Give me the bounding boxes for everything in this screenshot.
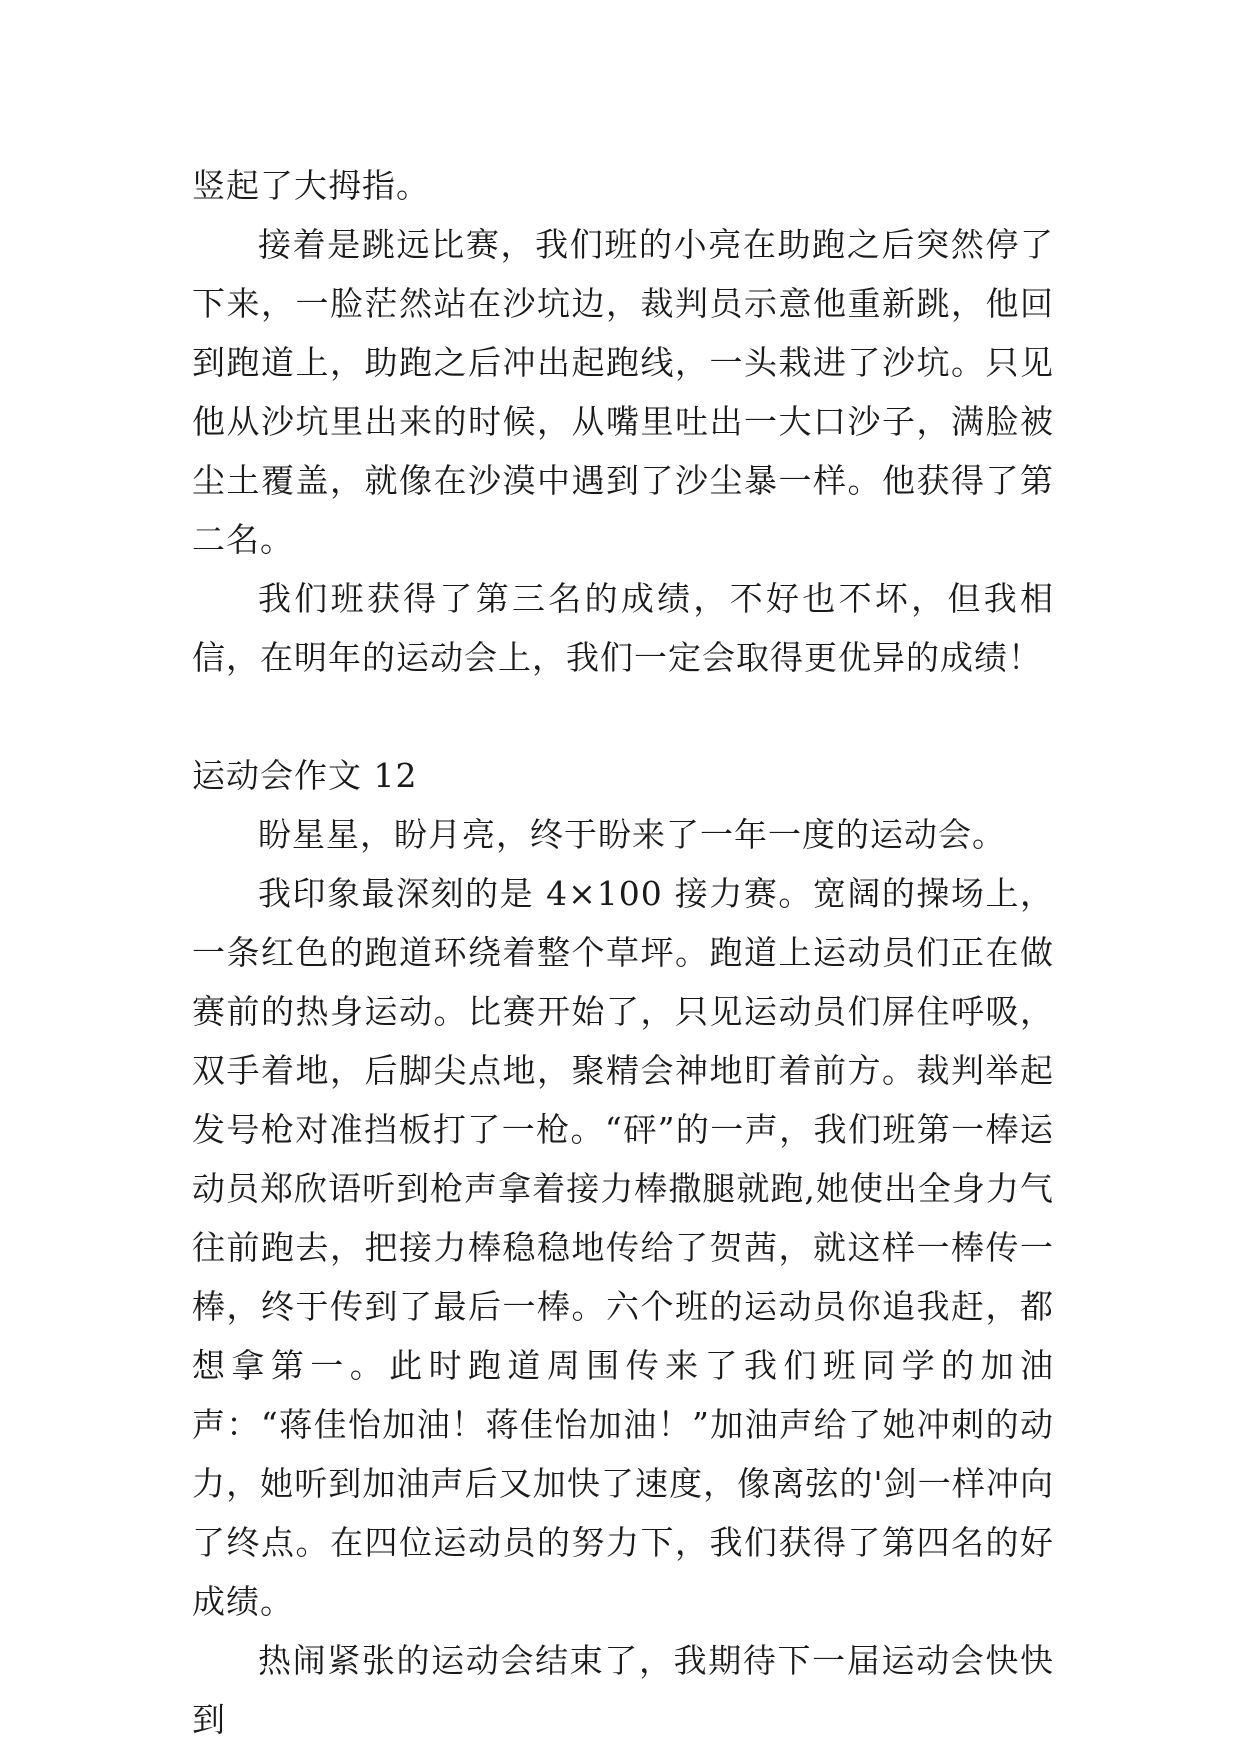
paragraph-intro-tail: 竖起了大拇指。 — [192, 166, 430, 205]
section-gap — [192, 687, 1054, 746]
essay-paragraph-3: 热闹紧张的运动会结束了，我期待下一届运动会快快到 — [192, 1641, 1054, 1739]
essay-paragraph-2: 我印象最深刻的是 4×100 接力赛。宽阔的操场上，一条红色的跑道环绕着整个草坪。跑道上运动员们正在做赛前的热身运动。比赛开始了，只见运动员们屏住呼吸，双手着地，后脚尖点地，聚精会神地盯着前方。裁判举起发号枪对准挡板打了一枪。“砰”的一声，我们班第一棒运动员郑欣语听到枪声拿着接力棒撒腿就跑,她使出全身力气往前跑去，把接力棒稳稳地传给了贺茜，就这样一棒传一棒，终于传到了最后一棒。六个班的运动员你追我赶，都想拿第一。此时跑道周围传来了我们班同学的加油声：“蒋佳怡加油！蒋佳怡加油！”加油声给了她冲刺的动力，她听到加油声后又加快了速度，像离弦的'剑一样冲向了终点。在四位运动员的努力下，我们获得了第四名的好成绩。 — [192, 874, 1054, 1621]
essay-title: 运动会作文 12 — [192, 756, 418, 795]
paragraph-long-jump: 接着是跳远比赛，我们班的小亮在助跑之后突然停了下来，一脸茫然站在沙坑边，裁判员示意他重新跳，他回到跑道上，助跑之后冲出起跑线，一头栽进了沙坑。只见他从沙坑里出来的时候，从嘴里吐出一大口沙子，满脸被尘土覆盖，就像在沙漠中遇到了沙尘暴一样。他获得了第二名。 — [192, 225, 1054, 559]
paragraph-result: 我们班获得了第三名的成绩，不好也不坏，但我相信，在明年的运动会上，我们一定会取得更优异的成绩！ — [192, 579, 1054, 677]
essay-paragraph-1: 盼星星，盼月亮，终于盼来了一年一度的运动会。 — [258, 815, 1006, 854]
document-body — [192, 156, 1054, 1749]
